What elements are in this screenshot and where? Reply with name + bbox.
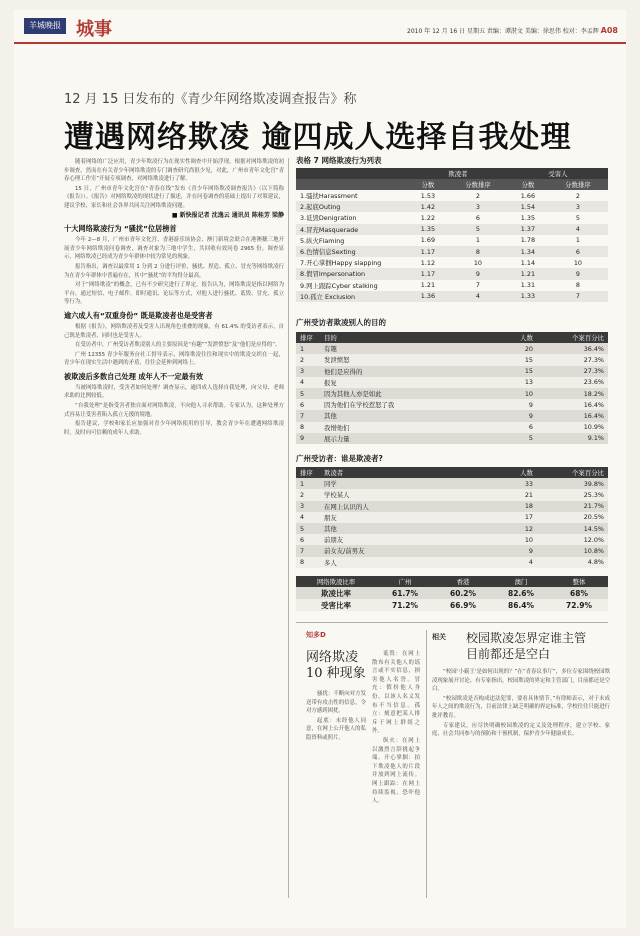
table-cell: 6 [475, 213, 480, 222]
table-cell: 因为其他人亦是如此 [320, 388, 500, 399]
table1-caption: 表格 7 网络欺凌行为列表 [296, 156, 382, 165]
horizontal-divider [296, 622, 608, 623]
table-row [296, 599, 608, 611]
table-cell: 17 [500, 512, 537, 523]
table-row [296, 512, 608, 523]
table-cell: 2 [296, 489, 320, 500]
table-cell: 7 [475, 281, 480, 290]
table-who-bullies [296, 467, 608, 568]
box-left-text-b [372, 650, 420, 900]
table-cell: 6 [296, 534, 320, 545]
table-row [296, 534, 608, 545]
table-cell: 3 [448, 201, 508, 212]
table-cell: 7 [296, 545, 320, 556]
table-cell: 8 [296, 557, 320, 568]
table-row [296, 343, 608, 354]
table-row [296, 212, 608, 223]
table4-header-cell: 香港 [434, 576, 492, 587]
column-divider [426, 630, 427, 898]
table2-header-cell: 目的 [320, 332, 500, 343]
dateline: 2010 年 12 月 16 日 星期五 责编：谭湛文 美编：徐思伟 校对：李孟辉 A08 [407, 26, 618, 35]
table1-subheader-cell: 分数 [408, 179, 448, 190]
table1-body [296, 190, 608, 302]
table-cell: 1.31 [520, 281, 536, 290]
table-row [296, 354, 608, 365]
paragraph: 今年 2—8 月，广州市青年文化宫、香港游乐场协会、澳门新境会联合在港澳穗三地开展青少年网络欺凌问卷调查，调查对象为三地中学生，共回收有效问卷 2965 份。调查显示，网络欺凌已经成为青少年群体中较为常见的现象。 [64, 237, 284, 261]
subhead-1: 十大网络欺凌行为 “骚扰”位居榜首 [64, 224, 177, 234]
table-cell: 9 [448, 268, 508, 279]
paragraph: “自我处理”是指受害者独自面对网络欺凌，不向他人寻求帮助。专家认为，这种处理方式容易让受害者陷入孤立无援的境地。 [64, 403, 284, 418]
table2-header-cell: 人数 [500, 332, 537, 343]
paragraph: 广州 12355 青少年服务台社工督导表示，网络欺凌往往和现实中的欺凌交织在一起，青少年在现实生活中遇到的矛盾，往往会延伸到网络上。 [64, 351, 284, 367]
table-cell: 23.6% [537, 377, 608, 388]
table2-header-cell: 排序 [296, 332, 320, 343]
table-row [296, 257, 608, 268]
table-cell: 6 [548, 246, 608, 257]
table-cell: 其他 [320, 410, 500, 421]
table-cell: 2 [575, 191, 580, 200]
headline: 遭遇网络欺凌 逾四成人选择自我处理 [64, 120, 572, 155]
table-cell: 1 [575, 236, 580, 245]
table-cell: 4 [448, 291, 508, 302]
table-cell: 16.4% [537, 410, 608, 421]
table-cell: 5 [448, 224, 508, 235]
table-cell: 有趣 [320, 343, 500, 354]
table-cell: 7 [548, 291, 608, 302]
table-row [296, 224, 608, 235]
paragraph: “校园‘小霸王’是如何出现的？”在“青春议事厅”，多位专家围绕校园欺凌现象展开讨论。有专家指出，校园欺凌的界定和主管部门，目前都还是空白。 [432, 669, 610, 693]
table-cell: 13 [500, 377, 537, 388]
table-cell: 1.37 [508, 224, 548, 235]
table-cell: 39.8% [537, 478, 608, 489]
table-cell: 9 [500, 545, 537, 556]
table-cell: 8 [575, 281, 580, 290]
table-cell: 5 [575, 213, 580, 222]
table-cell: 10 [500, 388, 537, 399]
table-row [296, 545, 608, 556]
table-cell: 他们是应得的 [320, 366, 500, 377]
box-left-title [306, 650, 366, 682]
table-cell: 4 [296, 377, 320, 388]
table1-header-cell: 欺凌者 [408, 168, 508, 179]
table-row [296, 280, 608, 291]
paragraph: “校园欺凌是否构成违法犯罪，要看具体情节。”有律师表示，对于未成年人之间的欺凌行为，目前法律上缺乏明确的界定标准，学校往往只能进行批评教育。 [432, 695, 610, 719]
table-cell: 68% [550, 587, 608, 599]
table2-header-cell: 个案百分比 [537, 332, 608, 343]
table-cell: 前女友/前男友 [320, 545, 500, 556]
table-cell: 10.8% [537, 545, 608, 556]
paragraph: 骚扰：不断向对方发送带有攻击性的信息，令对方感到困扰。 [306, 691, 366, 715]
table-cell: 25.3% [537, 489, 608, 500]
table-cell: 9.网上跟踪Cyber stalking [300, 281, 378, 290]
table4-header-row [296, 576, 608, 587]
subhead-2: 逾六成人有“双重身份” 既是欺凌者也是受害者 [64, 310, 213, 320]
table-cell: 受害比率 [296, 599, 376, 611]
table-cell: 12.0% [537, 534, 608, 545]
table-cell: 3 [296, 366, 320, 377]
table-cell: 5.纵火Flaming [300, 236, 345, 245]
table-cell: 1 [296, 343, 320, 354]
table1-subheader-cell: 分数排序 [448, 179, 508, 190]
table-row [296, 557, 608, 568]
table-row [296, 377, 608, 388]
table-cell: 3.诋毁Denigration [300, 214, 357, 223]
table-cell: 6.色情信息Sexting [296, 246, 408, 257]
table-cell: 同学 [320, 478, 500, 489]
box-right-text [432, 668, 610, 900]
table-cell: 15 [500, 366, 537, 377]
table-cell: 6 [500, 422, 537, 433]
table-cell: 60.2% [434, 587, 492, 599]
table3-header-cell: 个案百分比 [537, 467, 608, 478]
table-cell: 4 [548, 224, 608, 235]
table-cell: 1.66 [520, 191, 536, 200]
table-cell: 7.开心掌掴Happy slapping [300, 259, 382, 268]
paragraph: 当被网络欺凌时，受害者如何处理？调查显示，逾四成人选择自我处理，向父母、老师求助的比例较低。 [64, 384, 284, 400]
section-title: 城事 [76, 19, 112, 40]
table-cell: 21 [500, 489, 537, 500]
table-cell: 1.35 [408, 224, 448, 235]
table-cell: 因为他们在学校惹怒了我 [320, 399, 500, 410]
table-bullying-behaviours [296, 168, 608, 302]
table1-header-row [296, 168, 608, 179]
table-cell: 1 [296, 478, 320, 489]
table2-body [296, 343, 608, 444]
table-cell: 5 [296, 523, 320, 534]
table-cell: 1.12 [420, 258, 436, 267]
table-cell: 3 [296, 501, 320, 512]
article-lead-2: 15 日，广州市青年文化宫在“青春在线”发布《青少年网络欺凌调查报告》（以下简称《报告》）。《报告》对网络欺凌的现状进行了描述，并在问卷调查的基础上提出了对策建议，建议学校、家长和社会各界共同关注网络欺凌问题。 [64, 185, 284, 209]
table4-header-cell: 网络欺凌比率 [296, 576, 376, 587]
table2-header-row [296, 332, 608, 343]
table-cell: 5 [500, 433, 537, 444]
table-cell: 4.8% [537, 557, 608, 568]
table-cell: 6 [296, 399, 320, 410]
table-cell: 1.36 [408, 291, 448, 302]
table-cell: 1.22 [420, 213, 436, 222]
table-cell: 82.6% [492, 587, 550, 599]
table-cell: 1.53 [420, 191, 436, 200]
table-cell: 2.起底Outing [296, 201, 408, 212]
box-left-text-a [306, 690, 366, 900]
box-tag-related: 相关 [432, 633, 446, 641]
table-cell: 1.17 [408, 268, 448, 279]
kicker: 12 月 15 日发布的《青少年网络欺凌调查报告》称 [64, 92, 357, 107]
table1-header-cell: 受害人 [508, 168, 608, 179]
table-cell: 1.69 [420, 236, 436, 245]
paragraph: 专家建议，应尽快明确校园欺凌的定义及处理程序，建立学校、家庭、社会共同参与的预防和干预机制，保护青少年健康成长。 [432, 722, 610, 738]
table-cell: 66.9% [434, 599, 492, 611]
table-cell: 4 [500, 557, 537, 568]
table-cell: 1.78 [520, 236, 536, 245]
table-cell: 1.54 [508, 201, 548, 212]
table-cell: 在网上认识的人 [320, 501, 500, 512]
table-cell: 86.4% [492, 599, 550, 611]
table-cell: 10.9% [537, 422, 608, 433]
table-row [296, 246, 608, 257]
column-divider [288, 158, 289, 898]
paragraph: 报告建议，学校和家长应加强对青少年网络使用的引导，教会青少年在遭遇网络欺凌时，及时向可信赖的成年人求助。 [64, 421, 284, 436]
table-row [296, 523, 608, 534]
article-column-1 [64, 158, 284, 656]
table-cell: 2 [296, 354, 320, 365]
table-cell: 10 [573, 258, 582, 267]
table-cell: 15 [500, 354, 537, 365]
table-row [296, 587, 608, 599]
table1-subheader-row [296, 179, 608, 190]
table-cell: 12 [500, 523, 537, 534]
table-cell: 其他 [320, 523, 500, 534]
table-row [296, 235, 608, 246]
table-cell: 3 [548, 201, 608, 212]
table-row [296, 399, 608, 410]
table-cell: 9 [296, 433, 320, 444]
table-cell: 18 [500, 501, 537, 512]
table3-header-cell: 人数 [500, 467, 537, 478]
table-cell: 朋友 [320, 512, 500, 523]
table4-header-cell: 澳门 [492, 576, 550, 587]
table-cell: 2 [475, 191, 480, 200]
table3-body [296, 478, 608, 568]
table3-header-cell: 排序 [296, 467, 320, 478]
table3-header-cell: 欺凌者 [320, 467, 500, 478]
table-cell: 1.21 [508, 268, 548, 279]
box-right-title [466, 630, 586, 662]
table-cell: 欺凌比率 [296, 587, 376, 599]
newspaper-page [14, 10, 626, 928]
subhead-3: 被欺凌后多数自己处理 成年人不一定最有效 [64, 371, 204, 381]
table-row [296, 433, 608, 444]
table-cell: 1.42 [408, 201, 448, 212]
box-right-title-line2: 目前都还是空白 [466, 647, 551, 661]
table-row [296, 268, 608, 279]
table-cell: 8 [448, 246, 508, 257]
paragraph: 在受访者中，广州受访者欺凌别人的主要原因是“有趣”“发泄愤怒”及“他们是应得的”。 [75, 342, 281, 349]
article-lead: 随着网络的广泛应用，青少年欺凌行为在现实性调查中开始浮现，根据对网络欺凌的初步调查，然而在有关青少年网络欺凌的专门调查研究尚很少见，对此，广州市青年文化宫“青春心理工作室”开展专项调查，对网络欺凌进行了解。 [64, 159, 284, 183]
table-cell: 我憎他们 [320, 422, 500, 433]
paragraph: 诋毁：在网上散布有关他人的谣言或不实信息，损害他人名誉。冒充：假扮他人身份，以该人名义发布不当信息。孤立：刻意把某人排斥于网上群组之外。 [372, 651, 420, 735]
table-cell: 18.2% [537, 388, 608, 399]
table-cell: 20.5% [537, 512, 608, 523]
table-cell: 7 [296, 410, 320, 421]
table-cell: 发泄愤怒 [320, 354, 500, 365]
table4-body [296, 587, 608, 611]
table-cell: 10 [500, 534, 537, 545]
table-cell: 1.21 [420, 281, 436, 290]
table-cell: 72.9% [550, 599, 608, 611]
table-cell: 8.假冒Impersonation [296, 268, 408, 279]
table-cell: 10 [473, 258, 482, 267]
table4-header-cell: 整体 [550, 576, 608, 587]
table-cell: 14.5% [537, 523, 608, 534]
table2-caption: 广州受访者欺凌别人的目的 [296, 318, 386, 327]
table-cell: 4 [296, 512, 320, 523]
table-cell: 27.3% [537, 366, 608, 377]
page-number: A08 [600, 26, 618, 35]
paragraph: 根据《报告》，网络欺凌者及受害人出现角色重叠的现象，有 61.4% 的受访者表示，自己既是欺凌者，同时也是受害人。 [64, 323, 284, 339]
table-cell: 9.1% [537, 433, 608, 444]
table-cell: 27.3% [537, 354, 608, 365]
table4-header-cell: 广州 [376, 576, 434, 587]
table-cell: 1.17 [408, 246, 448, 257]
table-cell: 1.34 [508, 246, 548, 257]
table-cell: 1.骚扰Harassment [300, 192, 358, 201]
table1-header-cell [296, 168, 408, 179]
table-cell: 学校某人 [320, 489, 500, 500]
table-row [296, 388, 608, 399]
table-row [296, 410, 608, 421]
table-bullying-rates [296, 576, 608, 611]
table-cell: 1 [475, 236, 480, 245]
table1-subheader-cell: 分数排序 [548, 179, 608, 190]
page-header [14, 10, 626, 44]
box-right-title-line1: 校园欺凌怎界定谁主管 [466, 631, 587, 645]
table-cell: 61.7% [376, 587, 434, 599]
table-cell: 1.33 [508, 291, 548, 302]
table-cell: 多人 [320, 557, 500, 568]
paper-logo: 羊城晚报 [24, 18, 66, 34]
paragraph: 纵火：在网上以激烈言辞挑起争端。开心掌掴：拍下欺凌他人的片段并放到网上流传。网上跟踪：在网上持续监视、恐吓他人。 [372, 737, 420, 805]
table-cell: 9 [500, 410, 537, 421]
table-row [296, 366, 608, 377]
table-cell: 1.35 [520, 213, 536, 222]
table3-caption: 广州受访者：谁是欺凌者? [296, 454, 383, 463]
box-left-title-line2: 10 种现象 [306, 666, 366, 681]
table1-subheader-cell [296, 179, 408, 190]
table1-subheader-cell: 分数 [508, 179, 548, 190]
paragraph: 对于“网络欺凌”的概念，已有不少研究进行了界定。报告认为，网络欺凌是指以网络为平台，通过短信、电子邮件、即时通讯、论坛等方式，对他人进行骚扰、诋毁、冒充、孤立等行为。 [64, 282, 284, 306]
table-cell: 36.4% [537, 343, 608, 354]
table-cell: 71.2% [376, 599, 434, 611]
table-row [296, 478, 608, 489]
table-row [296, 190, 608, 201]
box-tag-zhiduo: 知多D [306, 631, 326, 639]
table-cell: 20 [500, 343, 537, 354]
table-row [296, 422, 608, 433]
table-cell: 10.孤立 Exclusion [296, 291, 408, 302]
box-left-title-line1: 网络欺凌 [306, 650, 359, 665]
byline: ■ 新快报记者 沈逸云 通讯员 陈桂芳 梁静 [171, 211, 284, 219]
table3-header-row [296, 467, 608, 478]
table-cell: 16.4% [537, 399, 608, 410]
table-cell: 21.7% [537, 501, 608, 512]
table-cell: 9 [500, 399, 537, 410]
table-cell: 8 [296, 422, 320, 433]
table-bullying-purpose [296, 332, 608, 444]
table-cell: 33 [500, 478, 537, 489]
paragraph: 报告指出，调查以最常用 1 分到 2 分进行评价，骚扰、捏造、孤立、冒充等网络欺凌行为在青少年群体中普遍存在，其中“骚扰”的平均得分最高。 [64, 263, 284, 279]
paragraph: 起底：未经他人同意，在网上公开他人的私隐资料或照片。 [306, 717, 366, 741]
table-cell: 4.冒充Masquerade [296, 224, 408, 235]
table-row [296, 489, 608, 500]
table-cell: 5 [296, 388, 320, 399]
table-cell: 前朋友 [320, 534, 500, 545]
table-cell: 1.14 [520, 258, 536, 267]
table-row [296, 291, 608, 302]
table-cell: 报复 [320, 377, 500, 388]
table-row [296, 501, 608, 512]
table-cell: 展示力量 [320, 433, 500, 444]
table-row [296, 201, 608, 212]
table-cell: 9 [548, 268, 608, 279]
